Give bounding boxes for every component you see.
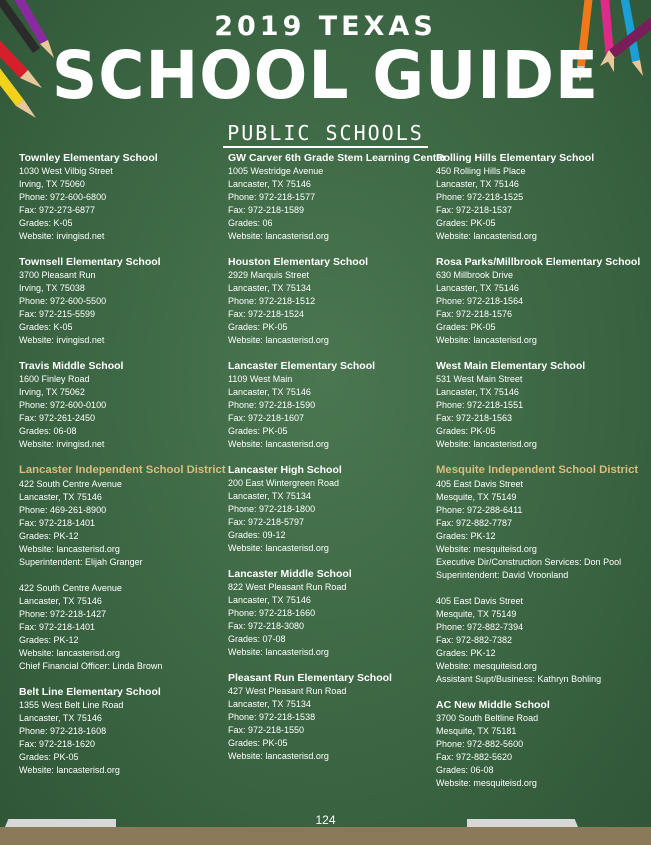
contact-line: 200 East Wintergreen Road (228, 478, 340, 488)
contact-line: Website: lancasterisd.org (19, 544, 120, 554)
column-1 (19, 151, 229, 789)
contact-line: Lancaster, TX 75146 (19, 596, 102, 606)
contact-line: Assistant Supt/Business: Kathryn Bohling (436, 674, 602, 684)
contact-block (19, 478, 229, 569)
contact-line: Fax: 972-215-5599 (19, 309, 96, 319)
page-number (0, 813, 651, 827)
contact-line: Grades: PK-12 (436, 531, 496, 541)
contact-line: Lancaster, TX 75146 (228, 595, 311, 605)
school-name: Pleasant Run Elementary School (228, 672, 392, 684)
contact-line: Fax: 972-218-1607 (228, 413, 305, 423)
school-name: Lancaster Middle School (228, 568, 352, 580)
contact-block (436, 165, 646, 243)
contact-line: Phone: 972-600-0100 (19, 400, 107, 410)
contact-block (436, 478, 646, 582)
school-name: Townley Elementary School (19, 152, 158, 164)
contact-line: 422 South Centre Avenue (19, 583, 122, 593)
contact-line: Fax: 972-218-1537 (436, 205, 513, 215)
contact-line: Fax: 972-218-1524 (228, 309, 305, 319)
column-3 (436, 151, 646, 802)
contact-block (228, 685, 438, 763)
contact-block (19, 373, 229, 451)
contact-line: Irving, TX 75038 (19, 283, 85, 293)
contact-block (228, 165, 438, 243)
column-2 (228, 151, 447, 775)
contact-line: Mesquite, TX 75149 (436, 609, 517, 619)
contact-line: Lancaster, TX 75134 (228, 699, 311, 709)
contact-line: Fax: 972-218-1589 (228, 205, 305, 215)
district-entry (19, 463, 229, 673)
contact-line: Executive Dir/Construction Services: Don Pool (436, 557, 622, 567)
school-entry (19, 685, 229, 777)
school-name: Townsell Elementary School (19, 256, 161, 268)
chalk-ledge (0, 827, 651, 845)
contact-line: Phone: 469-261-8900 (19, 505, 107, 515)
school-entry (228, 151, 447, 243)
school-entry (228, 567, 438, 659)
contact-line: Fax: 972-218-3080 (228, 621, 305, 631)
district-name: Mesquite Independent School District (436, 464, 639, 476)
contact-block (19, 165, 229, 243)
header (0, 0, 651, 150)
contact-line: Grades: PK-12 (19, 635, 79, 645)
contact-line: Grades: PK-05 (436, 322, 496, 332)
contact-line: Phone: 972-218-1660 (228, 608, 316, 618)
school-entry (228, 255, 438, 347)
header-year: 2019 TEXAS (214, 11, 437, 42)
school-name: Lancaster High School (228, 464, 342, 476)
contact-block (228, 477, 438, 555)
contact-line: Grades: 06-08 (436, 765, 494, 775)
contact-block (19, 699, 229, 777)
contact-line: Grades: PK-05 (436, 218, 496, 228)
contact-line: 3700 Pleasant Run (19, 270, 96, 280)
school-entry (436, 359, 646, 451)
school-entry (19, 151, 229, 243)
contact-line: Fax: 972-218-1576 (436, 309, 513, 319)
contact-line: 422 South Centre Avenue (19, 479, 122, 489)
contact-line: Fax: 972-218-5797 (228, 517, 305, 527)
contact-line: Phone: 972-882-5600 (436, 739, 524, 749)
school-entry (436, 151, 646, 243)
district-entry (436, 463, 646, 686)
contact-line: 3700 South Beltline Road (436, 713, 539, 723)
secondary-contact-block (19, 582, 229, 673)
secondary-contact-block (436, 595, 646, 686)
contact-line: Website: lancasterisd.org (19, 765, 120, 775)
school-name: Belt Line Elementary School (19, 686, 161, 698)
contact-block (436, 712, 646, 790)
contact-line: 427 West Pleasant Run Road (228, 686, 347, 696)
contact-line: Phone: 972-218-1551 (436, 400, 524, 410)
contact-line: 1600 Finley Road (19, 374, 90, 384)
contact-line: Grades: PK-05 (228, 426, 288, 436)
contact-line: Phone: 972-218-1512 (228, 296, 316, 306)
contact-line: Grades: K-05 (19, 322, 73, 332)
contact-line: 405 East Davis Street (436, 479, 524, 489)
contact-line: Website: lancasterisd.org (228, 439, 329, 449)
school-name: Rosa Parks/Millbrook Elementary School (436, 256, 641, 268)
contact-line: Website: mesquiteisd.org (436, 544, 537, 554)
contact-line: Lancaster, TX 75146 (436, 179, 519, 189)
contact-line: Mesquite, TX 75181 (436, 726, 517, 736)
contact-line: Grades: K-05 (19, 218, 73, 228)
contact-line: Fax: 972-218-1401 (19, 622, 96, 632)
contact-line: 2929 Marquis Street (228, 270, 310, 280)
contact-line: Fax: 972-218-1620 (19, 739, 96, 749)
contact-line: Lancaster, TX 75146 (228, 387, 311, 397)
district-name: Lancaster Independent School District (19, 464, 226, 476)
contact-line: 1030 West Vilbig Street (19, 166, 113, 176)
contact-line: Grades: 06 (228, 218, 273, 228)
contact-line: Fax: 972-261-2450 (19, 413, 96, 423)
school-entry (228, 359, 438, 451)
contact-line: Fax: 972-882-5620 (436, 752, 513, 762)
contact-line: Grades: PK-05 (19, 752, 79, 762)
contact-line: Website: lancasterisd.org (228, 231, 329, 241)
contact-line: Website: lancasterisd.org (228, 751, 329, 761)
contact-line: Website: lancasterisd.org (19, 648, 120, 658)
contact-line: Phone: 972-218-1590 (228, 400, 316, 410)
contact-line: 450 Rolling Hills Place (436, 166, 526, 176)
contact-line: Fax: 972-882-7787 (436, 518, 513, 528)
contact-line: Phone: 972-218-1525 (436, 192, 524, 202)
contact-line: 531 West Main Street (436, 374, 523, 384)
page-title: SCHOOL GUIDE (51, 37, 600, 114)
contact-line: Grades: 09-12 (228, 530, 286, 540)
contact-block (228, 581, 438, 659)
contact-line: Grades: 06-08 (19, 426, 77, 436)
contact-line: Superintendent: David Vroonland (436, 570, 569, 580)
contact-line: Chief Financial Officer: Linda Brown (19, 661, 163, 671)
contact-line: Lancaster, TX 75134 (228, 491, 311, 501)
contact-line: Fax: 972-218-1563 (436, 413, 513, 423)
contact-line: Phone: 972-600-6800 (19, 192, 107, 202)
contact-line: Lancaster, TX 75146 (228, 179, 311, 189)
contact-line: Grades: 07-08 (228, 634, 286, 644)
contact-line: Website: irvingisd.net (19, 231, 105, 241)
contact-line: Irving, TX 75060 (19, 179, 85, 189)
school-entry (228, 463, 438, 555)
contact-block (228, 269, 438, 347)
contact-line: Irving, TX 75062 (19, 387, 85, 397)
contact-line: Lancaster, TX 75146 (436, 283, 519, 293)
school-name: Lancaster Elementary School (228, 360, 376, 372)
contact-line: Website: lancasterisd.org (436, 439, 537, 449)
contact-block (19, 269, 229, 347)
contact-line: Website: irvingisd.net (19, 439, 105, 449)
contact-line: Website: lancasterisd.org (228, 335, 329, 345)
contact-line: 405 East Davis Street (436, 596, 524, 606)
school-name: Travis Middle School (19, 360, 124, 372)
contact-line: Phone: 972-218-1800 (228, 504, 316, 514)
contact-line: Website: mesquiteisd.org (436, 661, 537, 671)
school-entry (228, 671, 438, 763)
contact-line: Fax: 972-882-7382 (436, 635, 513, 645)
contact-line: Phone: 972-218-1564 (436, 296, 524, 306)
school-entry (19, 359, 229, 451)
school-entry (436, 698, 646, 790)
school-name: West Main Elementary School (436, 360, 586, 372)
contact-line: Fax: 972-273-6877 (19, 205, 96, 215)
contact-line: 1355 West Belt Line Road (19, 700, 124, 710)
contact-line: Mesquite, TX 75149 (436, 492, 517, 502)
page-number-text: 124 (315, 813, 336, 827)
school-entry (436, 255, 646, 347)
contact-line: Website: lancasterisd.org (228, 543, 329, 553)
school-name: Rolling Hills Elementary School (436, 152, 595, 164)
contact-line: Fax: 972-218-1401 (19, 518, 96, 528)
contact-line: Website: lancasterisd.org (228, 647, 329, 657)
contact-line: 630 Millbrook Drive (436, 270, 514, 280)
school-name: Houston Elementary School (228, 256, 369, 268)
school-name: AC New Middle School (436, 699, 550, 711)
contact-line: 1005 Westridge Avenue (228, 166, 324, 176)
contact-line: Phone: 972-218-1577 (228, 192, 316, 202)
school-name: GW Carver 6th Grade Stem Learning Center (228, 152, 447, 164)
contact-line: Lancaster, TX 75146 (436, 387, 519, 397)
subtitle-text: PUBLIC SCHOOLS (223, 121, 428, 148)
contact-line: Grades: PK-12 (436, 648, 496, 658)
contact-line: Website: mesquiteisd.org (436, 778, 537, 788)
contact-line: Fax: 972-218-1550 (228, 725, 305, 735)
page-subtitle (0, 121, 651, 145)
contact-line: Phone: 972-218-1538 (228, 712, 316, 722)
contact-block (436, 373, 646, 451)
contact-line: 1109 West Main (228, 374, 293, 384)
contact-block (436, 269, 646, 347)
contact-line: Website: irvingisd.net (19, 335, 105, 345)
contact-line: Grades: PK-12 (19, 531, 79, 541)
contact-line: Lancaster, TX 75134 (228, 283, 311, 293)
contact-line: Phone: 972-218-1608 (19, 726, 107, 736)
contact-line: Phone: 972-600-5500 (19, 296, 107, 306)
contact-line: Phone: 972-218-1427 (19, 609, 107, 619)
contact-line: Lancaster, TX 75146 (19, 492, 102, 502)
contact-line: Grades: PK-05 (228, 322, 288, 332)
contact-block (228, 373, 438, 451)
school-entry (19, 255, 229, 347)
contact-line: 822 West Pleasant Run Road (228, 582, 347, 592)
contact-line: Phone: 972-288-6411 (436, 505, 523, 515)
contact-line: Superintendent: Elijah Granger (19, 557, 143, 567)
contact-line: Website: lancasterisd.org (436, 231, 537, 241)
contact-line: Grades: PK-05 (436, 426, 496, 436)
contact-line: Grades: PK-05 (228, 738, 288, 748)
contact-line: Lancaster, TX 75146 (19, 713, 102, 723)
contact-line: Phone: 972-882-7394 (436, 622, 524, 632)
contact-line: Website: lancasterisd.org (436, 335, 537, 345)
